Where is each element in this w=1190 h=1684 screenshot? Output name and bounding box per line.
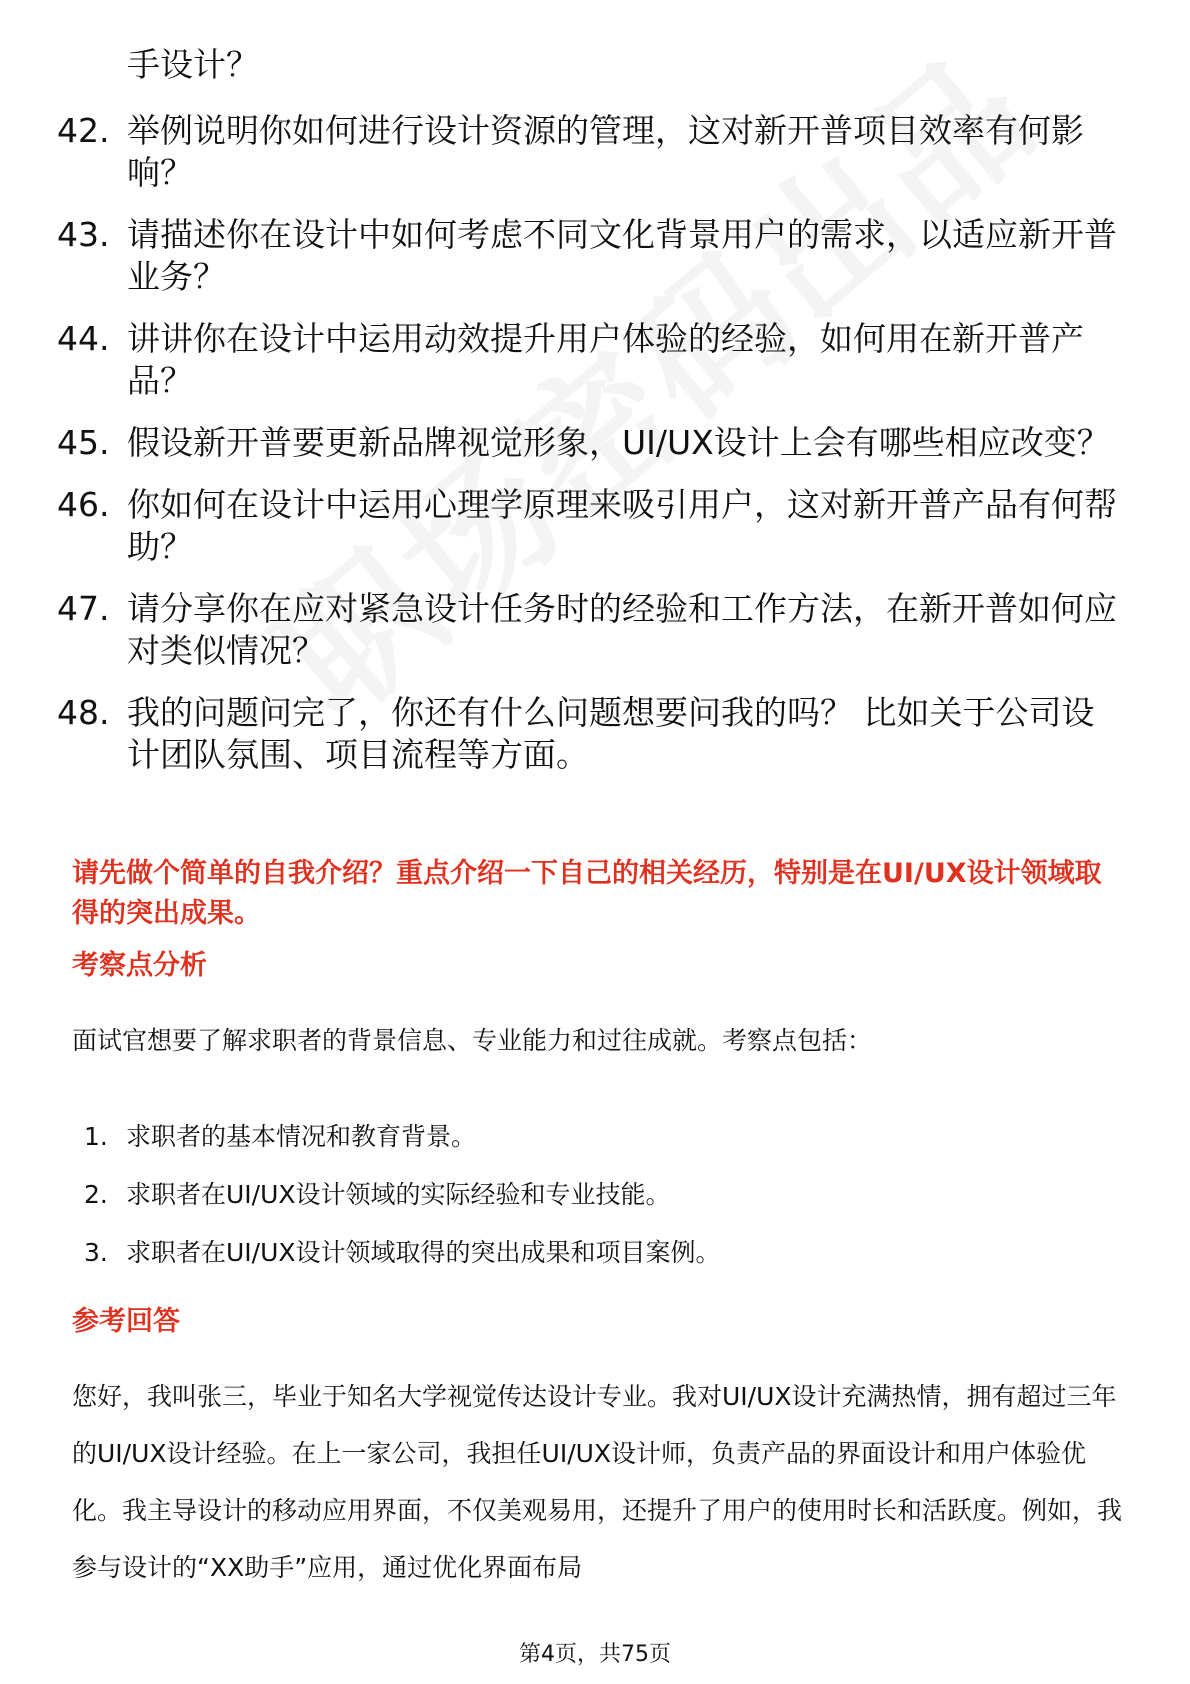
question-item [57,422,1127,464]
analysis-point [84,1108,721,1166]
point-text: 求职者在UI/UX设计领域的实际经验和专业技能。 [126,1180,671,1209]
analysis-point [84,1224,721,1282]
reference-answer: 您好，我叫张三，毕业于知名大学视觉传达设计专业。我对UI/UX设计充满热情，拥有超过三年的UI/UX设计经验。在上一家公司，我担任UI/UX设计师，负责产品的界面设计和用户体验优化。我主导设计的移动应用界面，不仅美观易用，还提升了用户的使用时长和活跃度。例如，我参与设计的“XX助手”应用，通过优化界面布局 [72,1382,1123,1582]
analysis-point [84,1166,721,1224]
question-item [57,318,1127,402]
question-number: 45. [57,423,110,462]
question-item [57,214,1127,298]
point-text: 求职者在UI/UX设计领域取得的突出成果和项目案例。 [126,1238,721,1267]
question-text: 我的问题问完了，你还有什么问题想要问我的吗？ 比如关于公司设计团队氛围、项目流程等方面。 [127,693,1095,774]
question-number: 47. [57,589,110,628]
question-number: 43. [57,215,110,254]
question-item [57,484,1127,568]
question-text: 请分享你在应对紧急设计任务时的经验和工作方法，在新开普如何应对类似情况？ [127,589,1117,670]
question-number: 42. [57,111,110,150]
question-text: 举例说明你如何进行设计资源的管理，这对新开普项目效率有何影响？ [127,111,1084,192]
highlight-question: 请先做个简单的自我介绍？重点介绍一下自己的相关经历，特别是在UI/UX设计领域取得的突出成果。 [72,858,1102,929]
question-item [57,110,1127,194]
question-text: 你如何在设计中运用心理学原理来吸引用户，这对新开普产品有何帮助？ [127,485,1117,566]
reference-title: 参考回答 [72,1306,180,1337]
question-number: 44. [57,319,110,358]
point-text: 求职者的基本情况和教育背景。 [126,1122,477,1151]
analysis-points [84,1108,721,1282]
page-footer: 第4页，共75页 [519,1642,671,1667]
point-number: 3. [84,1238,108,1267]
point-number: 1. [84,1122,108,1151]
question-text: 讲讲你在设计中运用动效提升用户体验的经验，如何用在新开普产品？ [127,319,1084,400]
question-item [57,692,1127,776]
question-text: 假设新开普要更新品牌视觉形象，UI/UX设计上会有哪些相应改变？ [127,423,1110,462]
analysis-title: 考察点分析 [72,950,207,981]
analysis-intro: 面试官想要了解求职者的背景信息、专业能力和过往成就。考察点包括： [72,1026,873,1055]
point-number: 2. [84,1180,108,1209]
question-list [57,110,1127,796]
question-continuation: 手设计？ [127,45,259,84]
question-number: 46. [57,485,110,524]
question-number: 48. [57,693,110,732]
question-text: 请描述你在设计中如何考虑不同文化背景用户的需求，以适应新开普业务？ [127,215,1117,296]
question-item [57,588,1127,672]
